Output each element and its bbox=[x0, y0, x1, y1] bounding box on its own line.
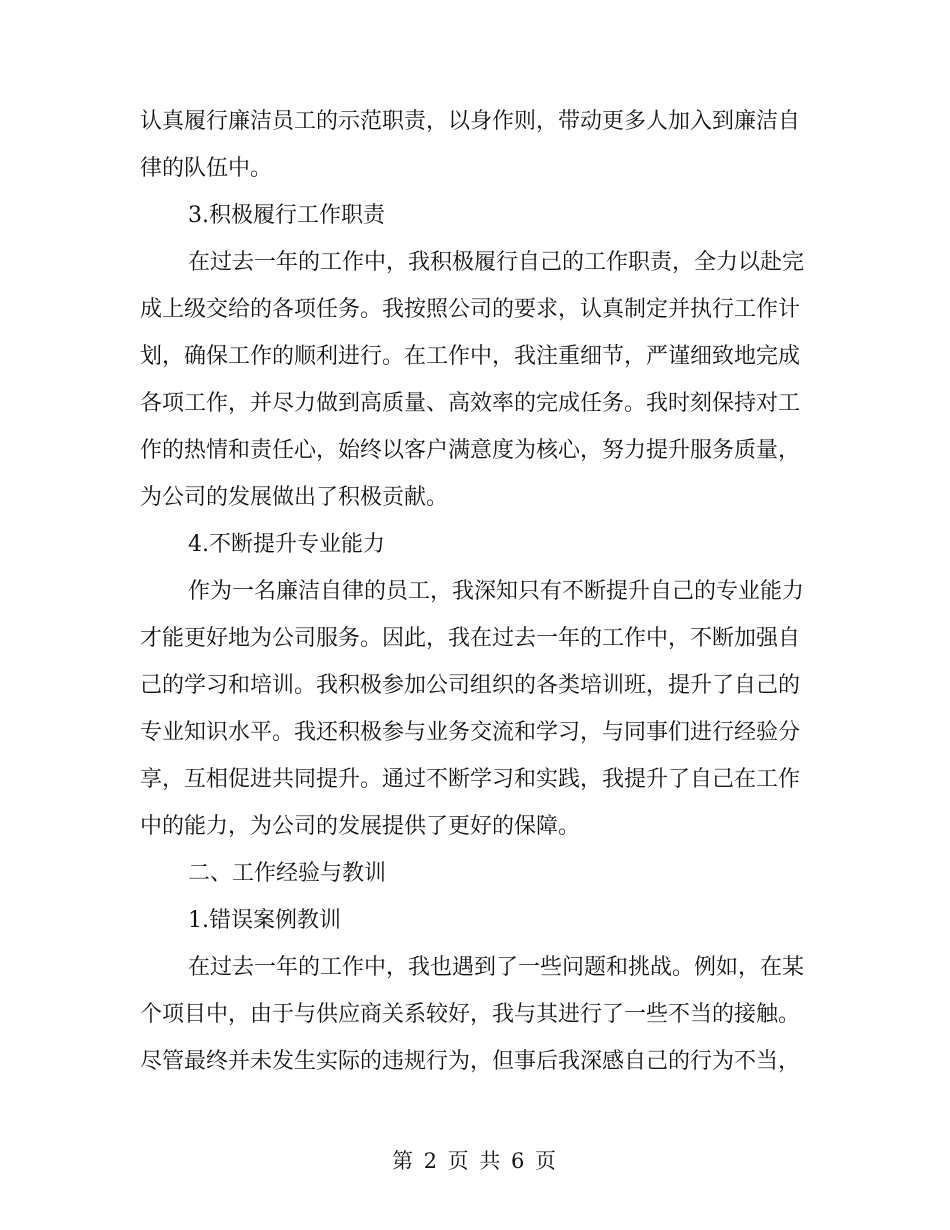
chapter-heading: 二、工作经验与教训 bbox=[188, 861, 387, 886]
document-body bbox=[140, 98, 805, 1085]
body-line: 中的能力，为公司的发展提供了更好的保障。 bbox=[140, 814, 581, 839]
body-line: 尽管最终并未发生实际的违规行为，但事后我深感自己的行为不当， bbox=[140, 1049, 801, 1074]
section-heading: 1.错误案例教训 bbox=[188, 908, 341, 933]
paragraph-start-line: 在过去一年的工作中，我积极履行自己的工作职责，全力以赴完 bbox=[188, 250, 805, 275]
body-line: 才能更好地为公司服务。因此，我在过去一年的工作中，不断加强自 bbox=[140, 626, 801, 651]
body-line: 个项目中，由于与供应商关系较好，我与其进行了一些不当的接触。 bbox=[140, 1002, 801, 1027]
section-heading: 4.不断提升专业能力 bbox=[188, 532, 385, 557]
body-line: 各项工作，并尽力做到高质量、高效率的完成任务。我时刻保持对工 bbox=[140, 391, 801, 416]
body-line: 为公司的发展做出了积极贡献。 bbox=[140, 485, 449, 510]
section-heading: 3.积极履行工作职责 bbox=[188, 203, 385, 228]
body-line: 专业知识水平。我还积极参与业务交流和学习，与同事们进行经验分 bbox=[140, 720, 801, 745]
paragraph-start-line: 作为一名廉洁自律的员工，我深知只有不断提升自己的专业能力 bbox=[188, 579, 805, 604]
paragraph-start-line: 在过去一年的工作中，我也遇到了一些问题和挑战。例如，在某 bbox=[188, 955, 805, 980]
body-line: 认真履行廉洁员工的示范职责，以身作则，带动更多人加入到廉洁自 bbox=[140, 109, 801, 134]
body-line: 成上级交给的各项任务。我按照公司的要求，认真制定并执行工作计 bbox=[140, 297, 801, 322]
page-number-footer: 第 2 页 共 6 页 bbox=[391, 1149, 559, 1173]
body-line: 作的热情和责任心，始终以客户满意度为核心，努力提升服务质量， bbox=[140, 438, 801, 463]
body-line: 划，确保工作的顺利进行。在工作中，我注重细节，严谨细致地完成 bbox=[140, 344, 801, 369]
body-line: 享，互相促进共同提升。通过不断学习和实践，我提升了自己在工作 bbox=[140, 767, 801, 792]
body-line: 己的学习和培训。我积极参加公司组织的各类培训班，提升了自己的 bbox=[140, 673, 801, 698]
body-line: 律的队伍中。 bbox=[140, 156, 273, 181]
